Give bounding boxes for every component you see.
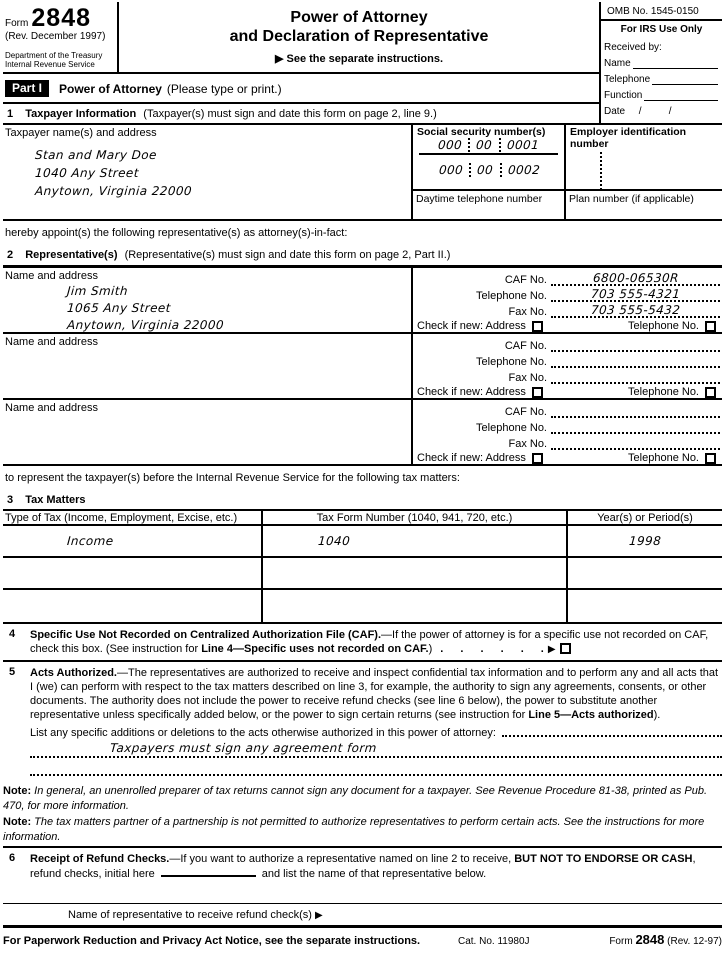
rep3-name-address-label: Name and address: [5, 402, 98, 414]
irs-function-field[interactable]: [644, 90, 718, 101]
notes-block: [3, 784, 722, 845]
rep1-new-address-checkbox[interactable]: [532, 321, 543, 332]
form-revision: (Rev. December 1997): [5, 31, 106, 42]
rep1-caf-label: CAF No.: [504, 274, 547, 286]
ein-label: Employer identification number: [570, 126, 687, 150]
taxpayer-line-1: Stan and Mary Doe: [34, 148, 158, 162]
tax-matters-row-1[interactable]: [3, 526, 722, 558]
rep2-telephone-field[interactable]: [551, 353, 720, 368]
line3-heading: [3, 489, 722, 509]
line5-paragraph: [3, 662, 722, 722]
rep2-caf-label: CAF No.: [504, 340, 547, 352]
line1-hint: (Taxpayer(s) must sign and date this form on page 2, line 9.): [143, 108, 437, 120]
hereby-appoints-text: hereby appoint(s) the following representative(s) as attorney(s)-in-fact:: [5, 227, 348, 239]
note1-label: Note:: [3, 785, 32, 797]
rep1-fax-value: 703 555-5432: [590, 303, 681, 317]
line2-title: Representative(s): [25, 249, 118, 261]
to-represent-text: to represent the taxpayer(s) before the Internal Revenue Service for the following tax matters:: [5, 472, 460, 484]
catalog-number: Cat. No. 11980J: [458, 936, 530, 947]
rep2-check-if-new-label: Check if new: Address: [417, 386, 526, 398]
form-title-line2: and Declaration of Representative: [229, 28, 489, 45]
rep1-caf-field[interactable]: [551, 271, 720, 286]
rep1-fax-label: Fax No.: [508, 306, 547, 318]
line4-text2: ): [428, 643, 433, 655]
tax-matters-row-3[interactable]: [3, 590, 722, 622]
daytime-phone-cell[interactable]: [413, 189, 564, 219]
ssn2-serial: 0002: [507, 163, 541, 177]
rep1-telephone-field[interactable]: [551, 287, 720, 302]
received-by-label: Received by:: [604, 42, 662, 53]
line5-bold-ref: Line 5—Acts authorized: [528, 709, 654, 721]
additions-field-1[interactable]: [30, 741, 722, 758]
form-title-block: [119, 2, 599, 72]
irs-function-label: Function: [604, 90, 643, 101]
form-footer: [3, 928, 722, 947]
rep3-check-if-new-label: Check if new: Address: [417, 452, 526, 464]
agency-line-2: Internal Revenue Service: [5, 60, 95, 69]
irs-date-label: Date: [604, 106, 626, 117]
ssn-2-value[interactable]: [417, 163, 562, 177]
form-id-block: [3, 2, 119, 72]
line4-number: 4: [9, 628, 16, 640]
line3-title: Tax Matters: [25, 494, 86, 506]
line2-hint: (Representative(s) must sign and date this form on page 2, Part II.): [124, 249, 451, 261]
date-slash-1: /: [638, 106, 642, 117]
representative-row-3: [3, 400, 722, 466]
form-top-area: [3, 2, 722, 125]
irs-name-label: Name: [604, 58, 631, 69]
ssn-label: Social security number(s): [417, 126, 546, 138]
ssn1-area: 000: [437, 138, 463, 152]
rep3-fax-field[interactable]: [551, 435, 720, 450]
rep2-new-telephone-label: Telephone No.: [628, 386, 699, 398]
tax-type-column-header: Type of Tax (Income, Employment, Excise, etc.): [5, 511, 238, 524]
tax-form-value-1: 1040: [317, 534, 351, 548]
line3-number: 3: [7, 494, 14, 506]
taxpayer-name-address-label: Taxpayer name(s) and address: [5, 127, 157, 139]
rep1-check-if-new-label: Check if new: Address: [417, 320, 526, 332]
part1-hint: (Please type or print.): [166, 81, 282, 96]
date-slash-2: /: [668, 106, 672, 117]
rep1-line-3: Anytown, Virginia 22000: [66, 318, 225, 332]
irs-telephone-label: Telephone: [604, 74, 651, 85]
line2-heading: [3, 244, 722, 268]
plan-number-label: Plan number (if applicable): [569, 193, 694, 205]
rep2-caf-field[interactable]: [551, 337, 720, 352]
line1-title: Taxpayer Information: [25, 108, 137, 120]
form-number: 2848: [31, 4, 92, 32]
rep1-name-address-value[interactable]: [67, 283, 411, 334]
line4-paragraph: [3, 624, 722, 662]
irs-telephone-field[interactable]: [652, 74, 718, 85]
line6-paragraph: [3, 848, 722, 881]
rep1-telephone-label: Telephone No.: [476, 290, 547, 302]
ssn-1-value[interactable]: [419, 138, 558, 152]
agency-line-1: Department of the Treasury: [5, 51, 103, 60]
rep3-new-telephone-checkbox[interactable]: [705, 453, 716, 464]
note2-label: Note:: [3, 816, 32, 828]
dot-leader: . . . . . .: [440, 643, 544, 655]
rep1-telephone-value: 703 555-4321: [590, 287, 681, 301]
form-header: [3, 2, 599, 74]
dotted-leader: [502, 725, 722, 737]
ein-divider: [600, 152, 602, 190]
omb-number: OMB No. 1545-0150: [601, 2, 722, 21]
line1-heading: [3, 104, 599, 123]
rep3-telephone-label: Telephone No.: [476, 422, 547, 434]
rep1-fax-field[interactable]: [551, 303, 720, 318]
rep3-caf-field[interactable]: [551, 403, 720, 418]
line5-text1: —The representatives are authorized to receive and inspect confidential tax information and to perform any and all acts that I (we) can perform with respect to the tax matters described on line 3, for example, the authority to sign any agreements, consents, or other documents. The authority does not include the power to receive refund checks (see line 6 below), the power to substitute another representative unless specifically added below, or the power to sign certain returns (see instruction for: [30, 667, 719, 721]
taxpayer-line-3: Anytown, Virginia 22000: [34, 184, 193, 198]
part1-bar: [3, 74, 599, 104]
rep2-new-address-checkbox[interactable]: [532, 387, 543, 398]
line4-text1: —If the power of attorney is for a specific use not recorded on CAF, check this box. (See instruction for: [30, 629, 709, 655]
right-arrow-icon: ▶: [547, 644, 556, 655]
rep1-new-telephone-checkbox[interactable]: [705, 321, 716, 332]
line6-bold1: BUT NOT TO ENDORSE OR CASH: [514, 853, 693, 865]
line2-number: 2: [7, 249, 14, 261]
part1-title: Power of Attorney: [59, 81, 162, 96]
line5-number: 5: [9, 666, 16, 678]
specific-use-checkbox[interactable]: [560, 643, 571, 654]
ssn1-group: 00: [475, 138, 494, 152]
rep2-name-address-label: Name and address: [5, 336, 98, 348]
form-word: Form: [5, 18, 29, 29]
rep3-caf-label: CAF No.: [504, 406, 547, 418]
irs-use-only-box: [599, 2, 722, 123]
taxpayer-info-table: [3, 125, 722, 221]
representative-row-2: [3, 334, 722, 400]
representative-row-1: [3, 268, 722, 334]
irs-name-field[interactable]: [633, 58, 718, 69]
rep2-new-telephone-checkbox[interactable]: [705, 387, 716, 398]
rep2-fax-field[interactable]: [551, 369, 720, 384]
line6-number: 6: [9, 852, 16, 864]
rep3-fax-label: Fax No.: [508, 438, 547, 450]
initial-here-field[interactable]: [161, 866, 256, 877]
tax-type-value-1: Income: [66, 534, 115, 548]
additions-deletions-line: [30, 725, 722, 739]
line4-bold-ref: Line 4—Specific uses not recorded on CAF.: [201, 643, 429, 655]
rep1-new-telephone-label: Telephone No.: [628, 320, 699, 332]
right-arrow-icon: ▶: [315, 910, 323, 921]
rep2-telephone-label: Telephone No.: [476, 356, 547, 368]
rep1-name-address-label: Name and address: [5, 270, 98, 282]
footer-revision: (Rev. 12-97): [667, 936, 722, 947]
tax-matters-row-2[interactable]: [3, 558, 722, 590]
taxpayer-line-2: 1040 Any Street: [34, 166, 140, 180]
refund-representative-row[interactable]: [3, 903, 722, 928]
ssn2-area: 000: [438, 163, 464, 177]
line4-heading: Specific Use Not Recorded on Centralized Authorization File (CAF).: [30, 629, 382, 641]
tax-matters-table: [3, 509, 722, 624]
line5-text2: ).: [653, 709, 661, 721]
additions-value: Taxpayers must sign any agreement form: [109, 741, 378, 755]
rep1-caf-value: 6800-06530R: [592, 271, 679, 285]
irs-use-only-title: For IRS Use Only: [620, 24, 703, 35]
years-periods-column-header: Year(s) or Period(s): [566, 511, 722, 524]
paperwork-notice: For Paperwork Reduction and Privacy Act Notice, see the separate instructions.: [3, 935, 421, 947]
form-title-line1: Power of Attorney: [290, 9, 428, 26]
tax-form-number-column-header: Tax Form Number (1040, 941, 720, etc.): [261, 511, 566, 524]
see-instructions-note: ▶ See the separate instructions.: [274, 53, 443, 65]
part1-label: Part I: [5, 80, 49, 97]
ssn1-serial: 0001: [506, 138, 540, 152]
line5-heading: Acts Authorized.: [30, 667, 117, 679]
additions-deletions-label: List any specific additions or deletions to the acts otherwise authorized in this power of attorney:: [30, 727, 496, 739]
refund-representative-label: Name of representative to receive refund check(s): [68, 909, 312, 921]
rep2-fax-label: Fax No.: [508, 372, 547, 384]
footer-form-word: Form: [609, 936, 633, 947]
line6-text1: —If you want to authorize a representative named on line 2 to receive,: [169, 853, 515, 865]
rep3-new-telephone-label: Telephone No.: [628, 452, 699, 464]
line6-text2: , refund checks, initial here: [30, 853, 696, 880]
rep3-telephone-field[interactable]: [551, 419, 720, 434]
taxpayer-name-address-value[interactable]: [35, 147, 411, 201]
daytime-phone-label: Daytime telephone number: [416, 193, 543, 205]
plan-number-cell[interactable]: [566, 189, 722, 219]
rep3-new-address-checkbox[interactable]: [532, 453, 543, 464]
line6-heading: Receipt of Refund Checks.: [30, 853, 170, 865]
rep1-line-1: Jim Smith: [66, 284, 129, 298]
rep1-line-2: 1065 Any Street: [66, 301, 172, 315]
additions-field-2[interactable]: [30, 772, 722, 776]
note2-text: The tax matters partner of a partnership is not permitted to authorize representatives to perform certain acts. See the instructions for more information.: [3, 816, 705, 843]
line1-number: 1: [7, 108, 14, 120]
ssn2-group: 00: [476, 163, 495, 177]
footer-form-number: 2848: [635, 932, 665, 947]
tax-year-value-1: 1998: [628, 534, 662, 548]
note1-text: In general, an unenrolled preparer of tax returns cannot sign any document for a taxpayer. See Revenue Procedure 81-38, printed as Pub. 470, for more information.: [3, 785, 708, 812]
line6-text3: and list the name of that representative below.: [261, 868, 487, 880]
